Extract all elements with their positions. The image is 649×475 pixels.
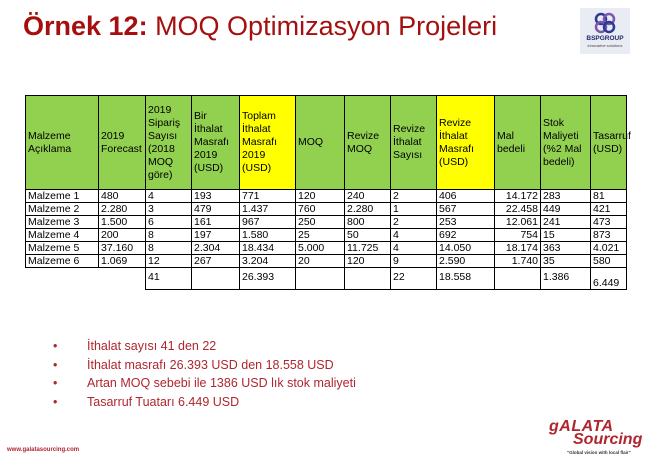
cell-moq: 760: [296, 203, 345, 216]
galata-logo-tagline: "Global vision with local flair": [567, 450, 631, 455]
cell-total-import-cost: 3.204: [240, 255, 296, 268]
cell-forecast: 1.069: [99, 255, 146, 268]
cell-moq: 250: [296, 216, 345, 229]
table-row: [26, 255, 627, 268]
slide-title-text: MOQ Optimizasyon Projeleri: [147, 11, 498, 41]
bspgroup-logo-name: BSPGROUP: [586, 35, 624, 42]
header-revised-import-count: Revize İthalat Sayısı: [391, 96, 437, 190]
cell-revised-import-cost: 2.590: [437, 255, 495, 268]
summary-bullet: [53, 374, 356, 393]
cell-goods-value: 22.458: [495, 203, 541, 216]
cell-goods-value: 1.740: [495, 255, 541, 268]
cell-unit-import-cost: 2.304: [192, 242, 240, 255]
table-row: [26, 203, 627, 216]
header-order-count: 2019 Sipariş Sayısı (2018 MOQ göre): [146, 96, 192, 190]
table-row: [26, 216, 627, 229]
cell-revised-import-cost: 692: [437, 229, 495, 242]
cell-stock-cost: 241: [541, 216, 591, 229]
moq-table: [25, 95, 631, 290]
cell-savings: 473: [591, 216, 627, 229]
total-savings: 6.449: [591, 268, 627, 290]
cell-stock-cost: 449: [541, 203, 591, 216]
cell-goods-value: 18.174: [495, 242, 541, 255]
cell-order-count: 8: [146, 229, 192, 242]
cell-forecast: 480: [99, 190, 146, 203]
header-moq: MOQ: [296, 96, 345, 190]
bspgroup-logo-icon: [594, 12, 616, 34]
cell-revised-import-cost: 253: [437, 216, 495, 229]
totals-empty-cell: [345, 268, 391, 290]
cell-revised-import-cost: 14.050: [437, 242, 495, 255]
cell-material: Malzeme 4: [26, 229, 99, 242]
cell-forecast: 200: [99, 229, 146, 242]
table-body: [26, 190, 627, 290]
cell-total-import-cost: 18.434: [240, 242, 296, 255]
cell-unit-import-cost: 479: [192, 203, 240, 216]
sourcing-logo-word: Sourcing: [573, 431, 643, 448]
total-stock-cost: 1.386: [541, 268, 591, 290]
cell-revised-import-cost: 406: [437, 190, 495, 203]
total-revised-import-count: 22: [391, 268, 437, 290]
cell-moq: 120: [296, 190, 345, 203]
cell-unit-import-cost: 267: [192, 255, 240, 268]
cell-material: Malzeme 6: [26, 255, 99, 268]
slide-title-prefix: Örnek 12:: [23, 11, 148, 41]
cell-revised-import-count: 1: [391, 203, 437, 216]
cell-material: Malzeme 5: [26, 242, 99, 255]
total-import-cost: 26.393: [240, 268, 296, 290]
cell-stock-cost: 363: [541, 242, 591, 255]
cell-moq: 20: [296, 255, 345, 268]
cell-savings: 4.021: [591, 242, 627, 255]
summary-bullet-text: İthalat masrafı 26.393 USD den 18.558 USD: [87, 357, 334, 372]
header-total-import-cost: Toplam İthalat Masrafı 2019 (USD): [240, 96, 296, 190]
header-forecast: 2019 Forecast: [99, 96, 146, 190]
bullet-dot-icon: •: [53, 339, 58, 353]
cell-savings: 580: [591, 255, 627, 268]
cell-material: Malzeme 1: [26, 190, 99, 203]
cell-revised-import-count: 4: [391, 242, 437, 255]
summary-bullet-text: Tasarruf Tuatarı 6.449 USD: [87, 394, 240, 409]
summary-bullet-text: İthalat sayısı 41 den 22: [87, 339, 217, 353]
cell-unit-import-cost: 161: [192, 216, 240, 229]
table-row: [26, 229, 627, 242]
header-unit-import-cost: Bir İthalat Masrafı 2019 (USD): [192, 96, 240, 190]
cell-order-count: 12: [146, 255, 192, 268]
cell-revised-moq: 800: [345, 216, 391, 229]
footer-website-link[interactable]: www.galatasourcing.com: [7, 447, 80, 453]
cell-order-count: 6: [146, 216, 192, 229]
totals-empty-cell: [99, 268, 146, 290]
cell-savings: 873: [591, 229, 627, 242]
cell-total-import-cost: 1.580: [240, 229, 296, 242]
cell-order-count: 4: [146, 190, 192, 203]
cell-total-import-cost: 1.437: [240, 203, 296, 216]
cell-forecast: 37.160: [99, 242, 146, 255]
header-goods-value: Mal bedeli: [495, 96, 541, 190]
cell-goods-value: 12.061: [495, 216, 541, 229]
bullet-dot-icon: •: [53, 357, 58, 372]
summary-bullet-list: [53, 337, 356, 411]
header-savings: Tasarruf (USD): [591, 96, 627, 190]
galata-sourcing-logo: [543, 418, 641, 458]
cell-revised-import-count: 9: [391, 255, 437, 268]
cell-moq: 5.000: [296, 242, 345, 255]
cell-unit-import-cost: 197: [192, 229, 240, 242]
summary-bullet: [53, 337, 356, 356]
bspgroup-logo: [580, 8, 630, 54]
totals-empty-cell: [296, 268, 345, 290]
cell-order-count: 8: [146, 242, 192, 255]
bspgroup-logo-tagline: innovative solutions: [587, 43, 623, 48]
header-revised-import-cost: Revize İthalat Masrafı (USD): [437, 96, 495, 190]
cell-revised-import-count: 2: [391, 190, 437, 203]
cell-savings: 81: [591, 190, 627, 203]
cell-revised-import-count: 4: [391, 229, 437, 242]
cell-revised-moq: 11.725: [345, 242, 391, 255]
cell-material: Malzeme 3: [26, 216, 99, 229]
cell-goods-value: 14.172: [495, 190, 541, 203]
totals-empty-cell: [495, 268, 541, 290]
total-order-count: 41: [146, 268, 192, 290]
table-totals-row: [26, 268, 627, 290]
cell-revised-import-cost: 567: [437, 203, 495, 216]
cell-revised-moq: 50: [345, 229, 391, 242]
cell-unit-import-cost: 193: [192, 190, 240, 203]
cell-order-count: 3: [146, 203, 192, 216]
cell-material: Malzeme 2: [26, 203, 99, 216]
cell-savings: 421: [591, 203, 627, 216]
cell-stock-cost: 283: [541, 190, 591, 203]
totals-empty-cell: [192, 268, 240, 290]
summary-bullet: [53, 356, 356, 375]
summary-bullet-text: Artan MOQ sebebi ile 1386 USD lık stok maliyeti: [87, 376, 356, 390]
header-stock-cost: Stok Maliyeti (%2 Mal bedeli): [541, 96, 591, 190]
table-header-row: [26, 96, 627, 190]
totals-empty-cell: [26, 268, 99, 290]
cell-stock-cost: 15: [541, 229, 591, 242]
slide-title: [23, 9, 497, 43]
cell-revised-moq: 120: [345, 255, 391, 268]
cell-revised-moq: 240: [345, 190, 391, 203]
cell-revised-moq: 2.280: [345, 203, 391, 216]
cell-total-import-cost: 771: [240, 190, 296, 203]
bullet-dot-icon: •: [53, 376, 58, 390]
cell-total-import-cost: 967: [240, 216, 296, 229]
cell-revised-import-count: 2: [391, 216, 437, 229]
cell-goods-value: 754: [495, 229, 541, 242]
header-revised-moq: Revize MOQ: [345, 96, 391, 190]
table-row: [26, 190, 627, 203]
table-row: [26, 242, 627, 255]
header-material: Malzeme Açıklama: [26, 96, 99, 190]
total-revised-import-cost: 18.558: [437, 268, 495, 290]
cell-stock-cost: 35: [541, 255, 591, 268]
galata-logo-word: gALATA: [549, 418, 614, 435]
summary-bullet: [53, 393, 356, 412]
cell-forecast: 1.500: [99, 216, 146, 229]
cell-moq: 25: [296, 229, 345, 242]
cell-forecast: 2.280: [99, 203, 146, 216]
bullet-dot-icon: •: [53, 394, 58, 409]
